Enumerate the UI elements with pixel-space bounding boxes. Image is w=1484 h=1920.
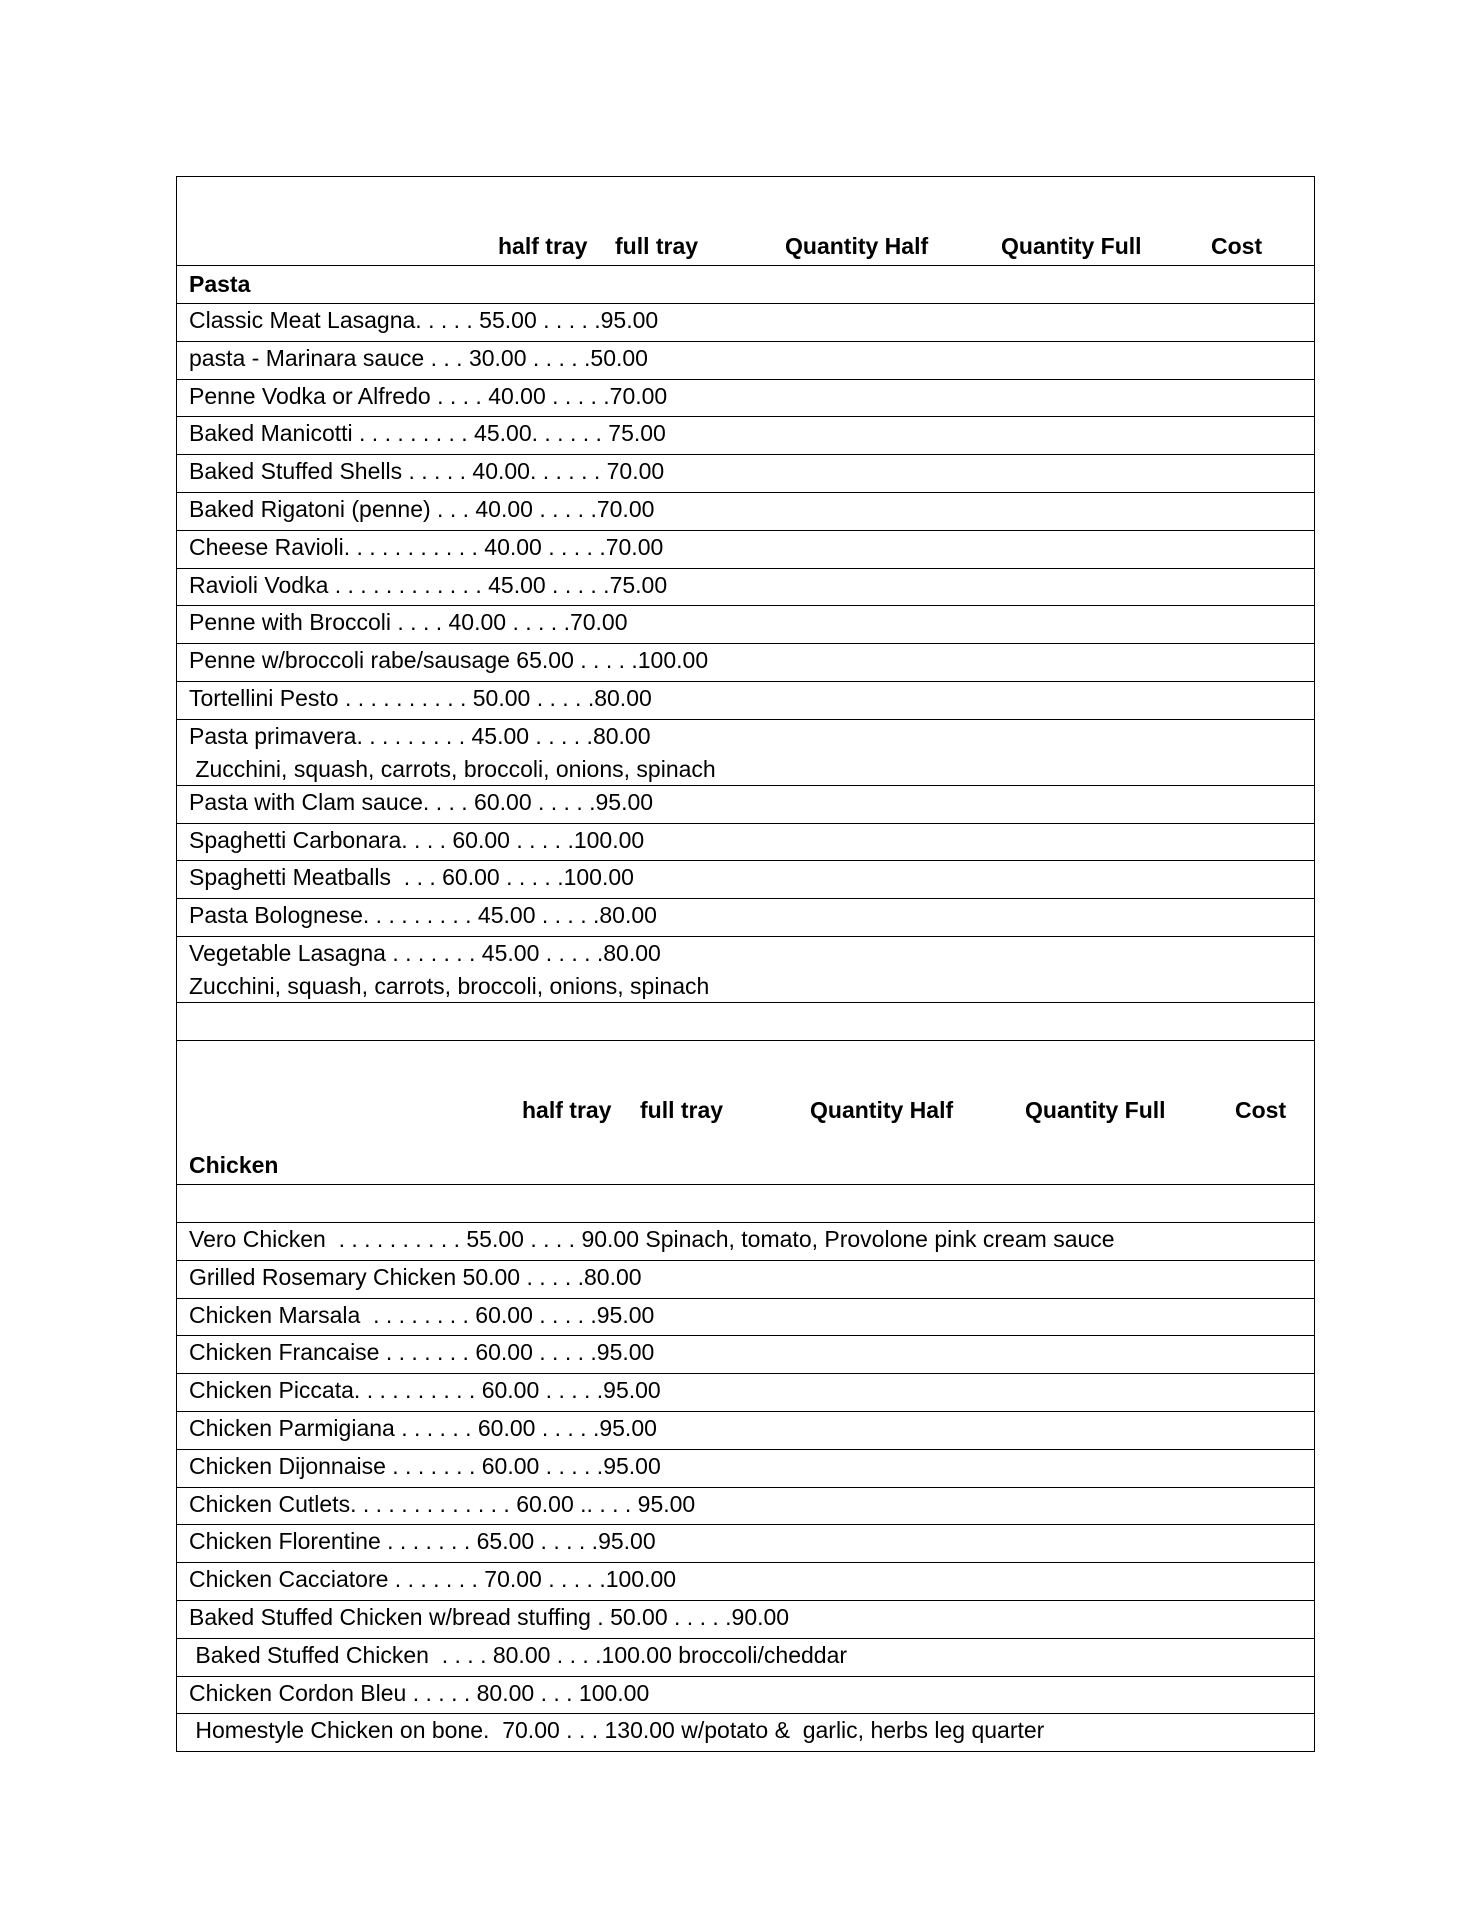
menu-item-text: Penne Vodka or Alfredo . . . . 40.00 . . . . .70.00 [189, 382, 668, 409]
menu-item-row [177, 1411, 1314, 1449]
menu-item-text: Homestyle Chicken on bone. 70.00 . . . 130.00 w/potato & garlic, herbs leg quarter [189, 1717, 1045, 1744]
menu-item-row [177, 1373, 1314, 1411]
menu-item-text: Spaghetti Meatballs . . . 60.00 . . . . .100.00 [189, 864, 634, 891]
menu-item-row [177, 643, 1314, 681]
menu-item-text: Chicken Dijonnaise . . . . . . . 60.00 . . . . .95.00 [189, 1452, 661, 1479]
menu-item-text: Baked Rigatoni (penne) . . . 40.00 . . . . .70.00 [189, 496, 655, 522]
header-quantity-full: Quantity Full [1025, 1097, 1166, 1123]
menu-item-row [177, 1562, 1314, 1600]
menu-item-row [177, 1260, 1314, 1298]
menu-item-note: Zucchini, squash, carrots, broccoli, onions, spinach [189, 973, 710, 999]
divider [177, 1184, 1314, 1185]
menu-item-row [177, 379, 1314, 417]
menu-item-text: Tortellini Pesto . . . . . . . . . . 50.00 . . . . .80.00 [189, 685, 652, 711]
menu-item-row [177, 1335, 1314, 1373]
header-full-tray: full tray [615, 233, 699, 259]
menu-item-text: Baked Manicotti . . . . . . . . . 45.00. . . . . . 75.00 [189, 420, 666, 447]
menu-item-text: Baked Stuffed Chicken . . . . 80.00 . . . .100.00 broccoli/cheddar [189, 1641, 848, 1668]
divider [177, 1002, 1314, 1003]
menu-item-text: Classic Meat Lasagna. . . . . 55.00 . . . . .95.00 [189, 307, 659, 333]
menu-item-row [177, 898, 1314, 936]
header-quantity-full: Quantity Full [1001, 233, 1142, 259]
chicken-section-title: Chicken [189, 1152, 279, 1178]
menu-item-text: Spaghetti Carbonara. . . . 60.00 . . . . .100.00 [189, 826, 645, 853]
menu-item-note: Zucchini, squash, carrots, broccoli, onions, spinach [189, 755, 716, 782]
menu-item-text: Chicken Cordon Bleu . . . . . 80.00 . . . 100.00 [189, 1679, 650, 1706]
menu-item-row [177, 936, 1314, 1002]
header-half-tray: half tray [498, 233, 588, 259]
menu-item-text: Pasta Bolognese. . . . . . . . . 45.00 . . . . .80.00 [189, 902, 657, 929]
menu-item-row [177, 1449, 1314, 1487]
header-quantity-half: Quantity Half [810, 1097, 954, 1123]
menu-item-row [177, 341, 1314, 379]
menu-item-row [177, 530, 1314, 568]
menu-table [176, 176, 1315, 1752]
menu-item-text: Chicken Cacciatore . . . . . . . 70.00 . . . . .100.00 [189, 1566, 677, 1593]
chicken-header-row [177, 1040, 1314, 1184]
menu-item-row [177, 785, 1314, 823]
menu-item-row [177, 681, 1314, 719]
menu-item-row [177, 823, 1314, 861]
menu-item-text: Chicken Florentine . . . . . . . 65.00 . . . . .95.00 [189, 1528, 656, 1555]
menu-item-row [177, 568, 1314, 606]
menu-item-row [177, 1713, 1314, 1751]
menu-item-text: pasta - Marinara sauce . . . 30.00 . . . . .50.00 [189, 344, 648, 371]
header-half-tray: half tray [522, 1097, 612, 1123]
header-quantity-half: Quantity Half [785, 233, 929, 259]
menu-item-text: Pasta with Clam sauce. . . . 60.00 . . . . .95.00 [189, 788, 654, 815]
menu-item-text: Chicken Piccata. . . . . . . . . . 60.00 . . . . .95.00 [189, 1377, 661, 1404]
menu-item-row [177, 1487, 1314, 1525]
divider [177, 1040, 1314, 1041]
pasta-header-row [177, 177, 1314, 265]
menu-item-text: Baked Stuffed Shells . . . . . 40.00. . . . . . 70.00 [189, 458, 665, 485]
menu-item-row [177, 454, 1314, 492]
menu-item-row [177, 303, 1314, 341]
menu-item-text: Chicken Parmigiana . . . . . . 60.00 . . . . .95.00 [189, 1415, 657, 1441]
menu-item-text: Grilled Rosemary Chicken 50.00 . . . . .80.00 [189, 1263, 642, 1290]
divider [177, 1751, 1314, 1752]
menu-item-row [177, 1222, 1314, 1260]
menu-item-text: Vegetable Lasagna . . . . . . . 45.00 . . . . .80.00 [189, 940, 661, 966]
header-cost: Cost [1211, 233, 1263, 259]
menu-item-row [177, 1600, 1314, 1638]
menu-item-text: Cheese Ravioli. . . . . . . . . . . 40.00 . . . . .70.00 [189, 533, 664, 560]
menu-item-text: Baked Stuffed Chicken w/bread stuffing . 50.00 . . . . .90.00 [189, 1604, 790, 1630]
menu-item-text: Penne with Broccoli . . . . 40.00 . . . . .70.00 [189, 609, 628, 636]
menu-item-text: Pasta primavera. . . . . . . . . 45.00 . . . . .80.00 [189, 722, 651, 749]
menu-item-text: Vero Chicken . . . . . . . . . . 55.00 . . . . 90.00 Spinach, tomato, Provolone pink cream sauce [189, 1226, 1115, 1252]
menu-item-row [177, 719, 1314, 785]
header-full-tray: full tray [640, 1097, 724, 1123]
pasta-section-row [177, 265, 1314, 303]
menu-item-text: Chicken Marsala . . . . . . . . 60.00 . . . . .95.00 [189, 1301, 655, 1328]
menu-item-row [177, 1638, 1314, 1676]
pasta-section-title: Pasta [189, 271, 251, 297]
menu-item-row [177, 1676, 1314, 1714]
menu-item-row [177, 605, 1314, 643]
menu-item-text: Ravioli Vodka . . . . . . . . . . . . 45.00 . . . . .75.00 [189, 571, 668, 598]
menu-item-row [177, 416, 1314, 454]
header-cost: Cost [1235, 1097, 1287, 1123]
menu-item-row [177, 1298, 1314, 1336]
menu-item-text: Chicken Francaise . . . . . . . 60.00 . . . . .95.00 [189, 1339, 655, 1366]
menu-item-text: Chicken Cutlets. . . . . . . . . . . . . 60.00 .. . . . 95.00 [189, 1490, 696, 1517]
menu-item-row [177, 860, 1314, 898]
menu-item-row [177, 492, 1314, 530]
menu-item-row [177, 1524, 1314, 1562]
menu-item-text: Penne w/broccoli rabe/sausage 65.00 . . . . .100.00 [189, 647, 709, 674]
